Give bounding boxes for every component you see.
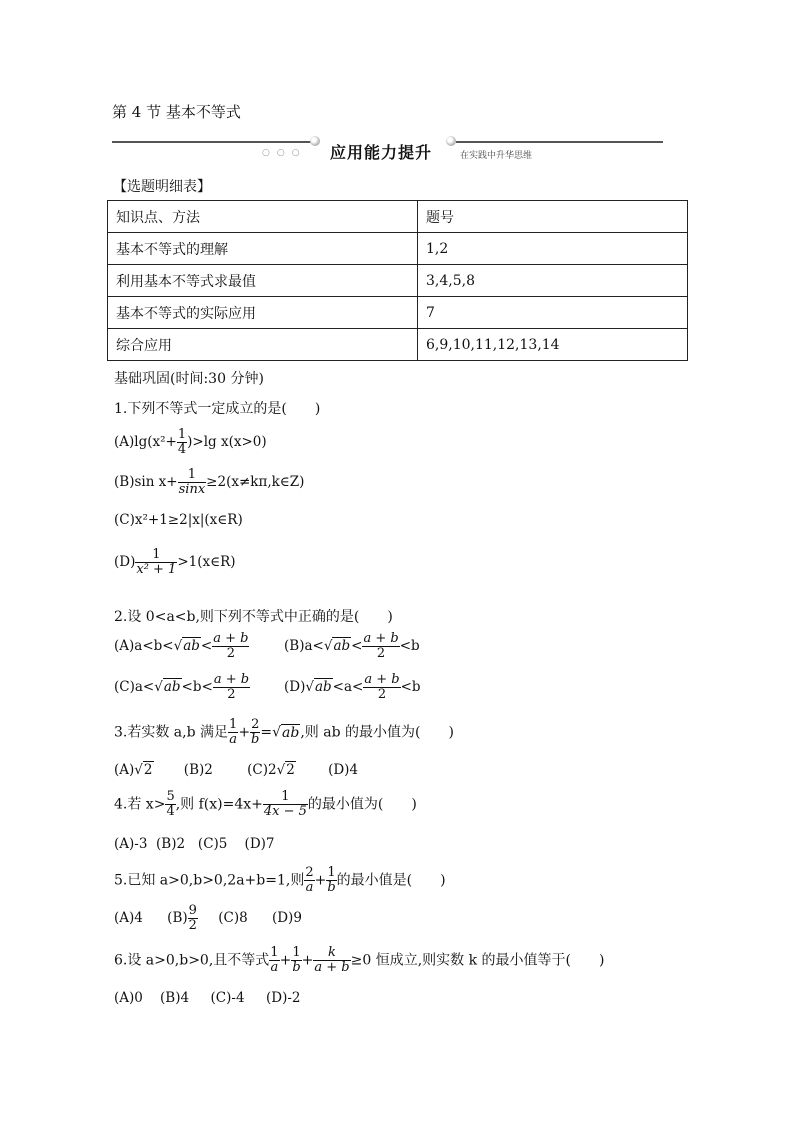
banner-bead-icon bbox=[310, 136, 320, 146]
question-1-option-c: (C)x²+1≥2|x|(x∈R) bbox=[114, 512, 243, 528]
section-title: 第 4 节 基本不等式 bbox=[112, 103, 241, 121]
table-cell: 6,9,10,11,12,13,14 bbox=[418, 329, 688, 361]
banner-subtitle: 在实践中升华思维 bbox=[460, 151, 533, 161]
fraction: $\frac{1}{4x - 5}$ bbox=[263, 789, 307, 819]
question-1-option-b: (B)sin x+ $\frac{1}{\sin x}$ ≥2(x≠kπ,k∈Z) bbox=[114, 467, 305, 497]
fraction: $\frac{1}{b}$ bbox=[292, 945, 301, 975]
table-cell: 1,2 bbox=[418, 233, 688, 265]
table-title: 【选题明细表】 bbox=[113, 179, 211, 195]
fraction: $\frac{1}{a}$ bbox=[229, 717, 238, 747]
question-5-stem: 5.已知 a>0,b>0,2a+b=1,则 $\frac{2}{a}$ + $\frac{1}{b}$ 的最小值是( ) bbox=[114, 865, 446, 895]
table-cell: 利用基本不等式求最值 bbox=[108, 265, 418, 297]
question-6-stem: 6.设 a>0,b>0,且不等式 $\frac{1}{a}$ + $\frac{1}{b}$ + $\frac{k}{a + b}$ ≥0 恒成立,则实数 k 的最小值等于( ) bbox=[114, 945, 605, 975]
question-1-stem: 1.下列不等式一定成立的是( ) bbox=[114, 401, 321, 417]
question-1-option-a: (A)lg(x²+ $\frac{1}{4}$ )>lg x(x>0) bbox=[114, 427, 267, 457]
question-5-options: (A)4 (B) $\frac{9}{2}$ (C)8 (D)9 bbox=[114, 903, 302, 933]
subsection-heading: 基础巩固(时间:30 分钟) bbox=[114, 371, 264, 387]
question-2-stem: 2.设 0<a<b,则下列不等式中正确的是( ) bbox=[114, 609, 393, 625]
fraction: $\frac{k}{a + b}$ bbox=[314, 945, 350, 975]
fraction: $\frac{2}{b}$ bbox=[251, 717, 260, 747]
table-row bbox=[108, 265, 688, 297]
fraction: $\frac{1}{4}$ bbox=[177, 427, 187, 457]
banner-title: 应用能力提升 bbox=[330, 143, 433, 162]
fraction: $\frac{5}{4}$ bbox=[166, 789, 175, 819]
table-cell: 基本不等式的理解 bbox=[108, 233, 418, 265]
question-2-option-d: (D)√ab<a< $\frac{a + b}{2}$ <b bbox=[284, 672, 421, 702]
fraction: $\frac{2}{a}$ bbox=[305, 865, 314, 895]
fraction: $\frac{a + b}{2}$ bbox=[364, 672, 400, 702]
table-cell: 综合应用 bbox=[108, 329, 418, 361]
fraction: $\frac{a + b}{2}$ bbox=[363, 631, 399, 661]
question-2-option-c: (C)a<√ab<b< $\frac{a + b}{2}$ bbox=[114, 672, 250, 702]
fraction: $\frac{1}{b}$ bbox=[327, 865, 336, 895]
table-cell: 7 bbox=[418, 297, 688, 329]
table-cell: 3,4,5,8 bbox=[418, 265, 688, 297]
banner-dots-icon: ○○○ bbox=[262, 148, 307, 158]
fraction: $\frac{1}{\sin x}$ bbox=[178, 467, 206, 497]
table-header-cell: 题号 bbox=[418, 201, 688, 233]
table-row bbox=[108, 233, 688, 265]
fraction: $\frac{a + b}{2}$ bbox=[213, 672, 250, 702]
fraction: $\frac{1}{\text{x² + 1}}$ bbox=[136, 547, 177, 577]
question-3-options: (A)√2 (B)2 (C)2√2 (D)4 bbox=[114, 762, 359, 778]
question-6-options: (A)0 (B)4 (C)-4 (D)-2 bbox=[114, 990, 301, 1006]
banner-bead-icon bbox=[446, 136, 456, 146]
banner-right-rule bbox=[456, 141, 663, 143]
question-3-stem: 3.若实数 a,b 满足 $\frac{1}{a}$ + $\frac{2}{b}$ =√ab,则 ab 的最小值为( ) bbox=[114, 717, 454, 747]
question-1-option-d: (D) $\frac{1}{\text{x² + 1}}$ >1(x∈R) bbox=[114, 547, 236, 577]
question-2-option-a: (A)a<b<√ab< $\frac{a + b}{2}$ bbox=[114, 631, 249, 661]
table-row bbox=[108, 329, 688, 361]
table-cell: 基本不等式的实际应用 bbox=[108, 297, 418, 329]
banner-left-rule bbox=[112, 141, 319, 143]
table-header-row bbox=[108, 201, 688, 233]
question-2-option-b: (B)a<√ab< $\frac{a + b}{2}$ <b bbox=[284, 631, 420, 661]
fraction: $\frac{a + b}{2}$ bbox=[213, 631, 249, 661]
question-4-options: (A)-3 (B)2 (C)5 (D)7 bbox=[114, 836, 275, 852]
table-row bbox=[108, 297, 688, 329]
question-4-stem: 4.若 x> $\frac{5}{4}$ ,则 f(x)=4x+ $\frac{1}{4x - 5}$ 的最小值为( ) bbox=[114, 789, 417, 819]
fraction: $\frac{1}{a}$ bbox=[270, 945, 279, 975]
topic-table bbox=[107, 200, 688, 361]
fraction: $\frac{9}{2}$ bbox=[188, 903, 197, 933]
table-header-cell: 知识点、方法 bbox=[108, 201, 418, 233]
